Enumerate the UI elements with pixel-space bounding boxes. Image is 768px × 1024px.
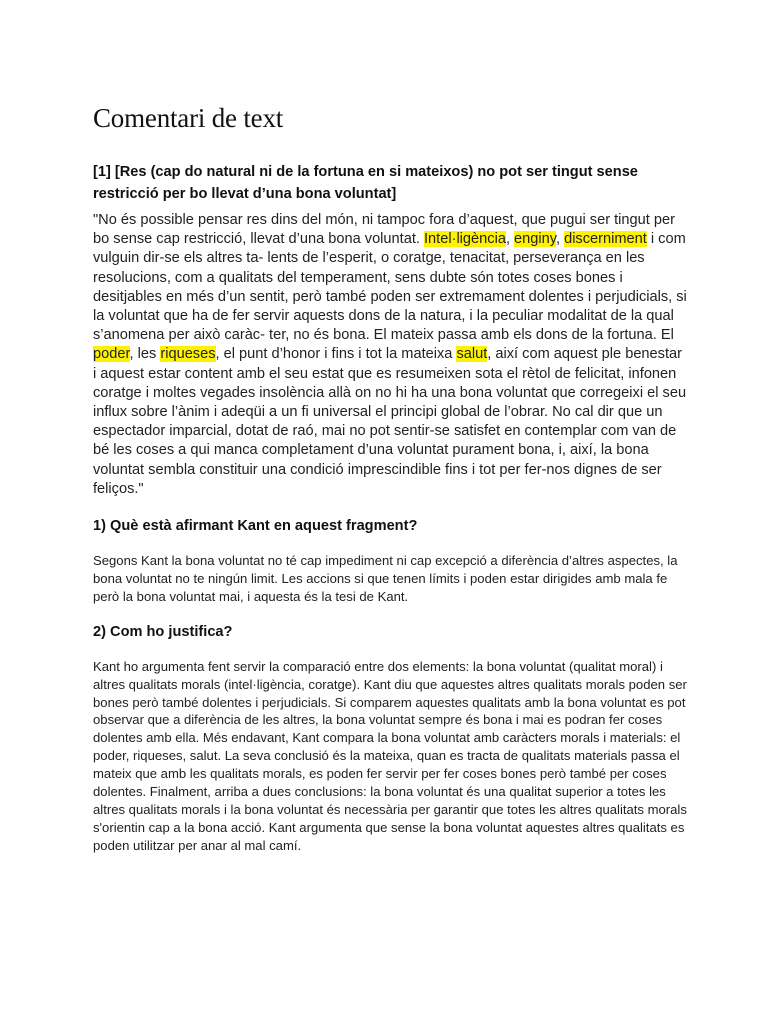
answer-1: Segons Kant la bona voluntat no té cap impediment ni cap excepció a diferència d’altres aspectes, la bona voluntat no te ningún limit. Les accions si que tenen límits i poden estar dirigides amb mala fe però la bona voluntat mai, i aquesta és la tesi de Kant.: [93, 553, 678, 604]
highlight-discerniment: discerniment: [564, 231, 647, 248]
quote-text: , les: [129, 346, 161, 363]
section-heading: [1] [Res (cap do natural ni de la fortuna en si mateixos) no pot ser tingut sense restricció per bo llevat d’una bona voluntat]: [93, 164, 638, 202]
kant-quote: [93, 211, 688, 499]
quote-text: ,: [555, 231, 565, 248]
highlight-salut: salut: [456, 346, 488, 363]
question-1: 1) Què està afirmant Kant en aquest fragment?: [93, 518, 418, 535]
quote-text: ,: [505, 231, 515, 248]
quote-text: , el punt d’honor i fins i tot la mateixa: [215, 346, 457, 363]
quote-text: i com vulguin dir-se els altres ta- lents de l’esperit, o coratge, tenacitat, perseverança en les resolucions, com a qualitats del temperament, sens dubte són totes coses bones i desitjables en més d’un sentit, però també poden ser extremament dolentes i perjudicials, si la voluntat que ha de fer servir aquests dons de la natura, i la peculiar modalitat de la qual s’anomena per això caràc- ter, no és bona. El mateix passa amb els dons de la fortuna. El: [93, 231, 687, 344]
quote-text: , així com aquest ple benestar i aquest estar content amb el seu estat que es resumeixen sota el rètol de felicitat, infonen coratge i moltes vegades insolència allà on no hi ha una bona voluntat que corregeixi el seu influx sobre l’ànim i adeqüi a un fi universal el principi global de l’obrar. No cal dir que un espectador imparcial, dotat de raó, mai no pot sentir-se satisfet en contemplar com van de bé les coses a qui manca completament d’una voluntat purament bona, i, així, la bona voluntat sembla constituir una condició imprescindible fins i tot per fer-nos dignes de ser feliços.": [93, 346, 687, 497]
answer-2: Kant ho argumenta fent servir la comparació entre dos elements: la bona voluntat (qualitat moral) i altres qualitats morals (intel·ligència, coratge). Kant diu que aquestes altres qualitats morals poden ser bones però també dolentes i perjudicials. Si comparem aquestes qualitats amb la bona voluntat es pot observar que a diferència de les altres, la bona voluntat sempre és bona i mai es podran fer coses dolentes amb ella. Més endavant, Kant compara la bona voluntat amb caràcters morals i materials: el poder, riqueses, salut. La seva conclusió és la mateixa, quan es tracta de qualitats materials passa el mateix que amb les qualitats morals, es poden fer servir per fer coses bones però també per coses dolentes. Finalment, arriba a dues conclusions: la bona voluntat és una qualitat superior a totes les altres qualitats morals i la bona voluntat és necessària per garantir que totes les altres qualitats morals s'orientin cap a la bona acció. Kant argumenta que sense la bona voluntat aquestes altres qualitats es poden utilitzar per anar al mal camí.: [93, 658, 687, 853]
document-title: Comentari de text: [93, 103, 284, 133]
highlight-poder: poder: [93, 346, 130, 363]
highlight-enginy: enginy: [514, 231, 556, 248]
highlight-riqueses: riqueses: [160, 346, 216, 363]
highlight-intelligencia: Intel·ligència: [424, 231, 506, 248]
quote-text: "No és possible pensar res dins del món, ni tampoc fora d’aquest, que pugui ser tingut per bo sense cap restricció, llevat d’una bona voluntat.: [93, 212, 675, 248]
question-2: 2) Com ho justifica?: [93, 623, 233, 640]
